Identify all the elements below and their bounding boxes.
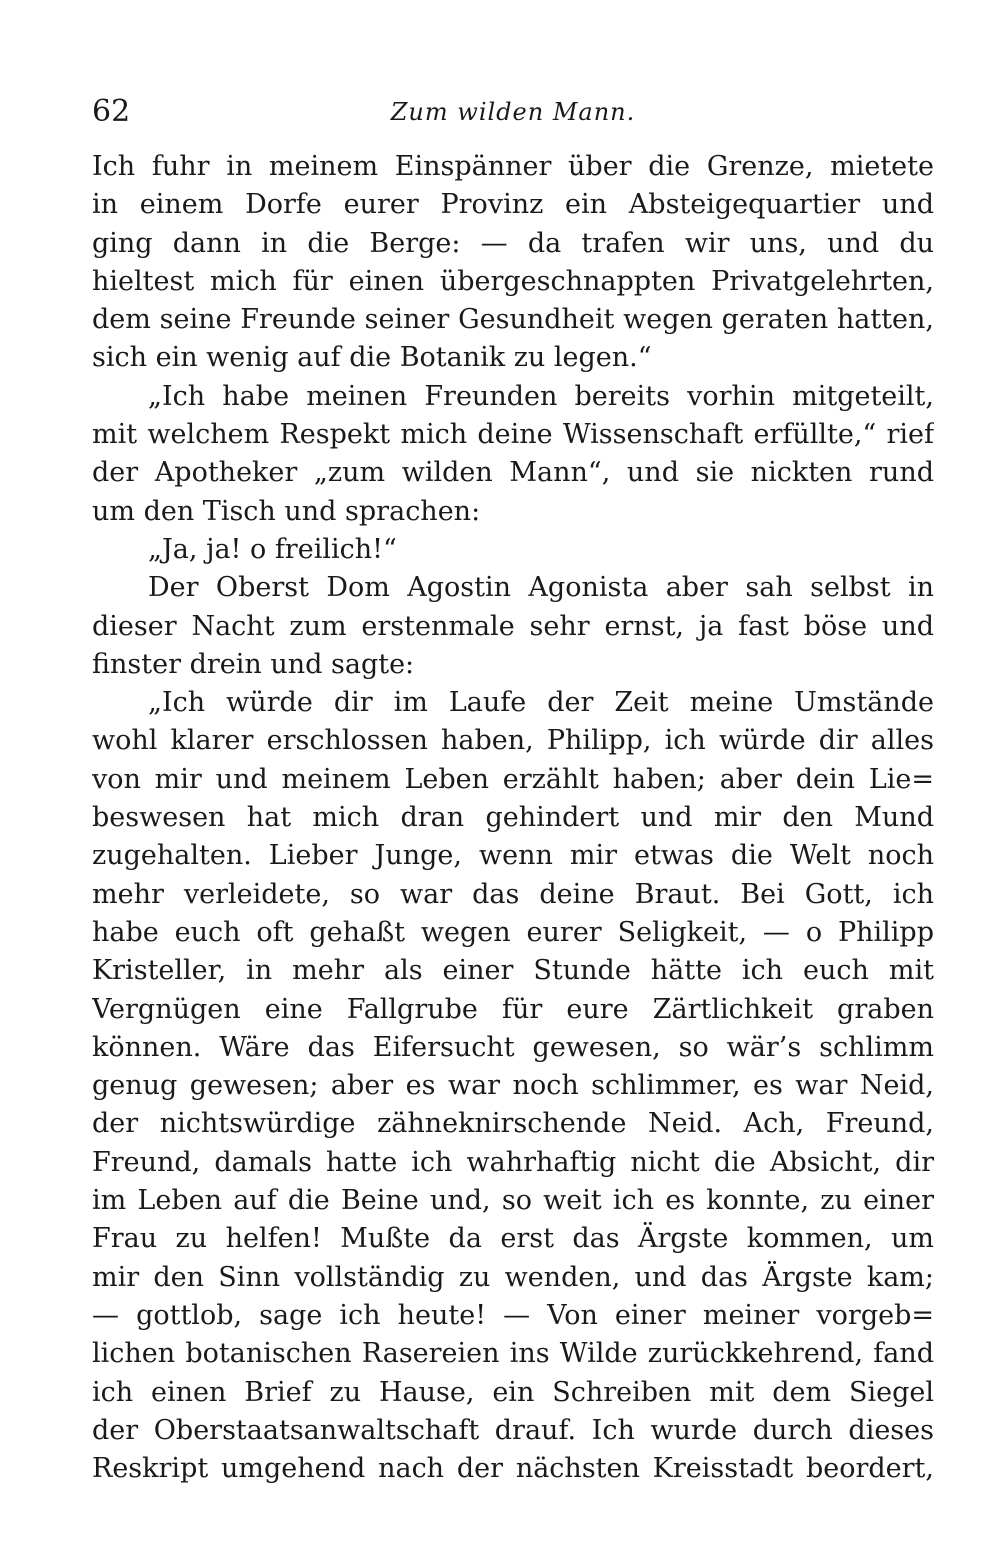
text-line: mit welchem Respekt mich deine Wissenschaft erfüllte,“ rief [92, 419, 934, 451]
text-line: sich ein wenig auf die Botanik zu legen.“ [92, 342, 652, 374]
text-line: um den Tisch und sprachen: [92, 495, 481, 527]
text-line: mir den Sinn vollständig zu wenden, und das Ärgste kam; [92, 1261, 934, 1293]
text-line: von mir und meinem Leben erzählt haben; aber dein Lie= [92, 763, 934, 795]
text-line: in einem Dorfe eurer Provinz ein Absteigequartier und [92, 189, 934, 221]
body-text [92, 148, 934, 1488]
text-line: Ich fuhr in meinem Einspänner über die Grenze, mietete [92, 151, 934, 182]
text-line: hieltest mich für einen übergeschnappten Privatgelehrten, [92, 265, 934, 297]
page-header [92, 90, 934, 134]
text-line: ging dann in die Berge: — da trafen wir uns, und du [92, 227, 934, 259]
text-line: Frau zu helfen! Mußte da erst das Ärgste kommen, um [92, 1223, 934, 1255]
text-line: Der Oberst Dom Agostin Agonista aber sah selbst in [148, 572, 934, 604]
text-line: dieser Nacht zum erstenmale sehr ernst, ja fast böse und [92, 610, 934, 642]
text-line: der nichtswürdige zähneknirschende Neid. Ach, Freund, [92, 1108, 934, 1140]
text-line: — gottlob, sage ich heute! — Von einer meiner vorgeb= [92, 1299, 934, 1331]
text-line: beswesen hat mich dran gehindert und mir den Mund [92, 802, 934, 834]
text-line: Kristeller, in mehr als einer Stunde hätte ich euch mit [92, 955, 934, 987]
text-line: der Apotheker „zum wilden Mann“, und sie nickten rund [92, 457, 934, 489]
text-line: lichen botanischen Rasereien ins Wilde zurückkehrend, fand [92, 1338, 934, 1370]
text-line: ich einen Brief zu Hause, ein Schreiben mit dem Siegel [92, 1376, 934, 1408]
text-line: im Leben auf die Beine und, so weit ich es konnte, zu einer [92, 1185, 934, 1217]
text-line: Reskript umgehend nach der nächsten Kreisstadt beordert, [92, 1453, 934, 1485]
text-line: mehr verleidete, so war das deine Braut. Bei Gott, ich [92, 878, 934, 910]
text-line: zugehalten. Lieber Junge, wenn mir etwas die Welt noch [92, 840, 934, 872]
text-line: finster drein und sagte: [92, 648, 415, 680]
text-line: „Ja, ja! o freilich!“ [148, 533, 397, 565]
text-line: wohl klarer erschlossen haben, Philipp, ich würde dir alles [92, 725, 934, 757]
text-line: „Ich würde dir im Laufe der Zeit meine Umstände [148, 687, 934, 719]
text-line: der Oberstaatsanwaltschaft drauf. Ich wurde durch dieses [92, 1414, 934, 1446]
text-line: genug gewesen; aber es war noch schlimmer, es war Neid, [92, 1070, 934, 1102]
running-title: Zum wilden Mann. [390, 98, 636, 126]
text-line: können. Wäre das Eifersucht gewesen, so wär’s schlimm [92, 1031, 934, 1063]
text-line: habe euch oft gehaßt wegen eurer Seligkeit, — o Philipp [92, 916, 934, 948]
text-line: Freund, damals hatte ich wahrhaftig nicht die Absicht, dir [92, 1146, 934, 1178]
text-line: dem seine Freunde seiner Gesundheit wegen geraten hatten, [92, 304, 934, 336]
page-number: 62 [92, 94, 131, 129]
text-line: Vergnügen eine Fallgrube für eure Zärtlichkeit graben [92, 993, 934, 1025]
text-line: „Ich habe meinen Freunden bereits vorhin mitgeteilt, [148, 380, 934, 412]
